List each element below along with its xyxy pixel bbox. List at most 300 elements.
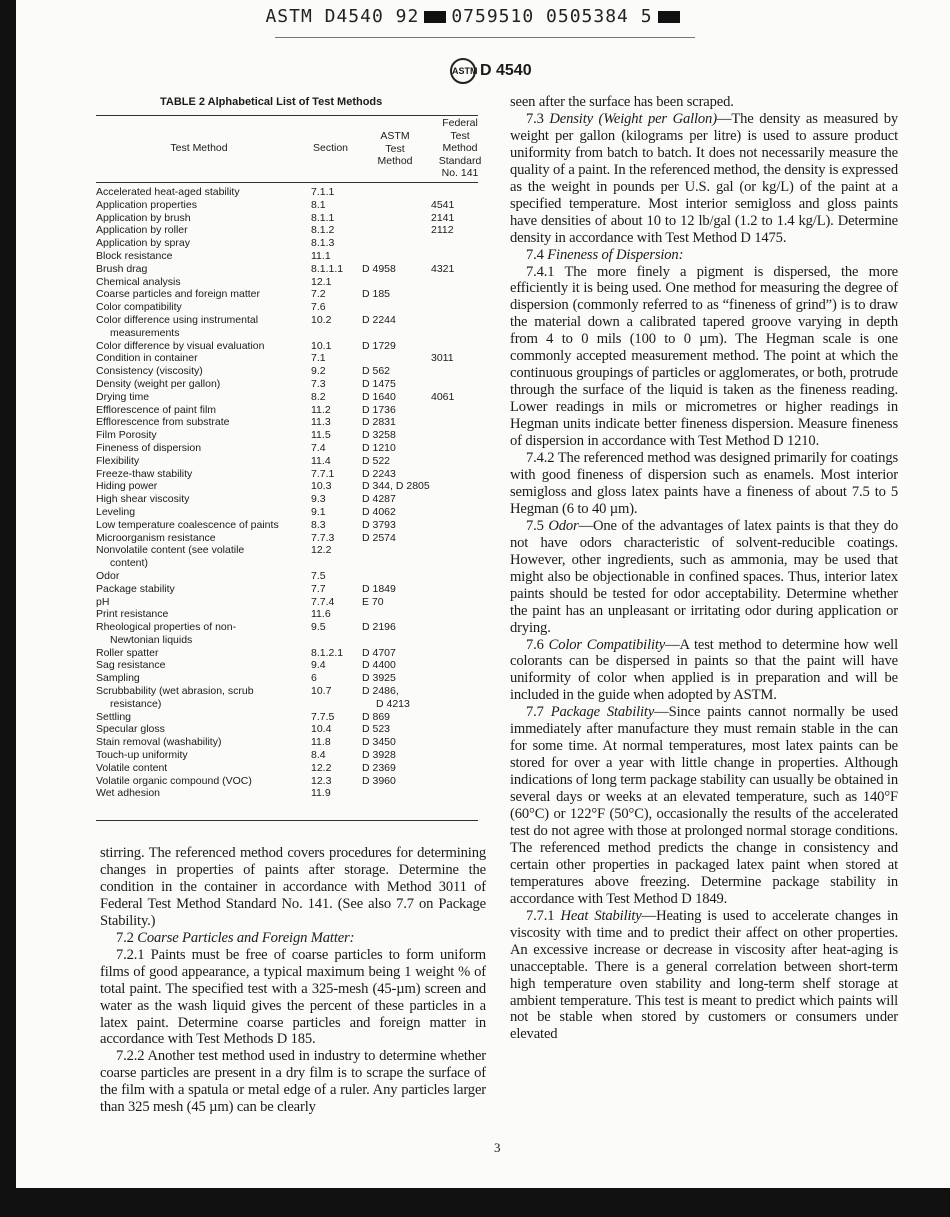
astm-method-cell <box>359 468 431 481</box>
table-row <box>96 659 478 672</box>
table-row <box>96 723 478 736</box>
table-row <box>96 621 478 647</box>
federal-method-cell <box>431 647 478 660</box>
table-row <box>96 250 478 263</box>
paragraph-text: —A test method to determine how well colorants can be dispersed in paints so that the paint will have uniformity of color when applied is in preparation and will be included in the guide when adopted by ASTM. <box>510 636 898 704</box>
section-number: 7.2 <box>116 929 134 946</box>
test-method-name: Color compatibility <box>96 301 182 314</box>
federal-method-cell <box>431 442 478 455</box>
federal-method-cell <box>431 250 478 263</box>
astm-method-value: D 2196 <box>362 621 396 634</box>
table-row <box>96 672 478 685</box>
astm-method-value: D 523 <box>362 723 391 736</box>
federal-method-cell <box>431 480 478 493</box>
federal-method-cell <box>431 544 478 570</box>
test-method-cell <box>96 186 302 199</box>
table-row <box>96 378 478 391</box>
astm-method-cell <box>359 314 431 340</box>
scan-edge-left <box>0 0 16 1217</box>
test-method-name-cont: resistance) <box>110 697 162 710</box>
body-paragraph <box>100 930 486 947</box>
astm-method-value: D 1849 <box>362 582 396 595</box>
table-row <box>96 263 478 276</box>
astm-method-cell <box>359 212 431 225</box>
section-cell: 9.4 <box>311 659 326 672</box>
header-section: Section <box>312 142 349 154</box>
astm-method-value: D 3450 <box>362 736 396 749</box>
astm-method-value: D 2486, <box>362 685 399 698</box>
astm-method-value: D 4400 <box>362 659 396 672</box>
section-cell: 7.1 <box>311 352 326 365</box>
federal-method-cell <box>431 519 478 532</box>
astm-method-cell <box>359 404 431 417</box>
header-test-method: Test Method <box>170 142 228 154</box>
test-method-cell <box>96 365 302 378</box>
astm-method-cell <box>359 301 431 314</box>
section-cell: 8.1.3 <box>311 237 335 250</box>
test-method-name: Coarse particles and foreign matter <box>96 288 260 301</box>
test-method-cell <box>96 621 302 647</box>
section-number: 7.7.1 <box>526 907 555 924</box>
test-method-cell <box>96 762 302 775</box>
section-cell: 10.2 <box>311 313 332 326</box>
section-number: 7.7 <box>526 704 544 721</box>
test-method-cell <box>96 787 302 800</box>
table-row <box>96 224 478 237</box>
astm-method-value: D 344, D 2805 <box>362 480 430 493</box>
table-row <box>96 787 478 800</box>
section-cell: 11.6 <box>311 608 331 621</box>
test-method-name: Touch-up uniformity <box>96 749 188 762</box>
astm-method-value: D 3258 <box>362 429 396 442</box>
test-method-name: Rheological properties of non- <box>96 621 237 634</box>
test-method-name-cont: measurements <box>110 326 180 339</box>
body-paragraph <box>100 845 486 930</box>
federal-method-cell <box>431 455 478 468</box>
test-method-name: Efflorescence of paint film <box>96 403 217 416</box>
test-method-cell <box>96 455 302 468</box>
table-row <box>96 583 478 596</box>
astm-method-cell <box>359 647 431 660</box>
section-cell: 10.7 <box>311 685 332 698</box>
test-method-name: Freeze-thaw stability <box>96 467 193 480</box>
table-row <box>96 340 478 353</box>
body-paragraph <box>510 637 898 705</box>
section-cell: 11.8 <box>311 736 331 749</box>
section-cell: 6 <box>311 672 317 685</box>
body-paragraph <box>510 111 898 247</box>
section-cell: 8.1 <box>311 198 326 211</box>
test-method-cell <box>96 583 302 596</box>
test-method-name: Sampling <box>96 672 140 685</box>
test-method-cell <box>96 775 302 788</box>
table-row <box>96 685 478 711</box>
table-row <box>96 288 478 301</box>
section-cell: 8.1.1 <box>311 211 335 224</box>
test-method-name: Microorganism resistance <box>96 531 216 544</box>
test-method-name: pH <box>96 595 110 608</box>
section-cell: 7.2 <box>311 288 326 301</box>
astm-method-cell <box>359 659 431 672</box>
section-cell: 12.1 <box>311 275 332 288</box>
table-row <box>96 468 478 481</box>
section-cell: 7.3 <box>311 377 326 390</box>
federal-method-cell <box>431 237 478 250</box>
scan-header-code: 0759510 0505384 5 <box>451 6 653 27</box>
test-method-name: Color difference using instrumental <box>96 313 259 326</box>
section-cell: 10.4 <box>311 723 332 736</box>
paragraph-text: 7.4.2 The referenced method was designed primarily for coatings with good fineness of dispersion such as enamels. Most interior semigloss and gloss latex paints have a fineness of about 7.5 to 5 Hegman (6 to 40 µm). <box>510 450 898 517</box>
test-method-cell <box>96 416 302 429</box>
astm-method-cell <box>359 736 431 749</box>
astm-method-cell <box>359 352 431 365</box>
test-method-name: Volatile content <box>96 761 168 774</box>
astm-method-value: D 2369 <box>362 761 396 774</box>
test-method-cell <box>96 532 302 545</box>
test-method-name: Settling <box>96 710 132 723</box>
scan-header-text: ASTM D4540 92 <box>265 6 420 27</box>
test-method-cell <box>96 404 302 417</box>
astm-method-cell <box>359 532 431 545</box>
section-cell: 11.4 <box>311 454 331 467</box>
test-method-name-cont: content) <box>110 557 148 570</box>
body-paragraph <box>510 518 898 637</box>
section-cell: 7.4 <box>311 441 326 454</box>
scan-mark-block <box>424 11 446 23</box>
section-cell: 11.1 <box>311 249 331 262</box>
test-method-name: Stain removal (washability) <box>96 736 222 749</box>
federal-method-cell <box>431 468 478 481</box>
section-cell: 9.2 <box>311 365 326 378</box>
test-method-name: Sag resistance <box>96 659 166 672</box>
test-method-name: Odor <box>96 569 120 582</box>
test-method-name: Scrubbability (wet abrasion, scrub <box>96 685 254 698</box>
astm-method-cell <box>359 391 431 404</box>
astm-method-cell <box>359 237 431 250</box>
table-row <box>96 455 478 468</box>
table-row <box>96 749 478 762</box>
federal-method-cell <box>431 583 478 596</box>
test-method-name: Drying time <box>96 390 150 403</box>
test-method-cell <box>96 493 302 506</box>
paragraph-text: 7.4.1 The more finely a pigment is dispersed, the more efficiently it is being used. One method for measuring the degree of dispersion (commonly referred to as “fineness of grind”) is to draw the material down a calibrated tapered groove varying in depth from 4 to 0 mils (100 to 0 µm). The Hegman scale is one commonly accepted measurement method. The point at which the continuous groupings of particles or agglomerates, or both, protrude through the surface of the liquid is taken as the fineness reading. Lower readings in mils or micrometres or higher readings in Hegman units indicate better fineness dispersion. Measure fineness of dispersion in accordance with Test Method D 1210. <box>510 263 898 450</box>
test-method-name: Volatile organic compound (VOC) <box>96 774 252 787</box>
test-method-name: Hiding power <box>96 480 158 493</box>
section-title: Heat Stability <box>560 907 642 924</box>
astm-method-value: D 3793 <box>362 518 396 531</box>
federal-method-cell <box>431 493 478 506</box>
astm-method-cell <box>359 608 431 621</box>
paragraph-text: stirring. The referenced method covers procedures for determining changes in properties of paints after storage. Determine the condition in the container in accordance with Method 3011 of Federal Test Method Standard No. 141. (See also 7.7 on Package Stability.) <box>100 845 486 929</box>
test-method-cell <box>96 301 302 314</box>
section-cell: 7.6 <box>311 301 326 314</box>
table-row <box>96 442 478 455</box>
astm-method-cell <box>359 199 431 212</box>
astm-method-cell <box>359 442 431 455</box>
test-method-name: Fineness of dispersion <box>96 441 202 454</box>
astm-method-cell <box>359 621 431 647</box>
section-title: Fineness of Dispersion: <box>547 246 684 263</box>
astm-method-value: D 869 <box>362 710 391 723</box>
test-method-name: Application by roller <box>96 224 188 237</box>
astm-method-value: D 522 <box>362 454 391 467</box>
federal-method-cell <box>431 711 478 724</box>
table-top-rule <box>96 115 478 116</box>
astm-method-cell <box>359 288 431 301</box>
astm-method-cell <box>359 749 431 762</box>
test-method-cell <box>96 723 302 736</box>
test-method-cell <box>96 544 302 570</box>
astm-method-cell <box>359 544 431 570</box>
table-row <box>96 596 478 609</box>
table-row <box>96 570 478 583</box>
federal-method-cell <box>431 570 478 583</box>
federal-method-cell <box>431 762 478 775</box>
section-cell: 12.2 <box>311 761 332 774</box>
federal-method-cell <box>431 276 478 289</box>
astm-method-value: D 1736 <box>362 403 396 416</box>
body-paragraph <box>510 704 898 907</box>
table-row <box>96 237 478 250</box>
federal-method-cell <box>431 532 478 545</box>
table-row <box>96 480 478 493</box>
test-method-cell <box>96 442 302 455</box>
test-method-cell <box>96 199 302 212</box>
test-method-cell <box>96 506 302 519</box>
section-cell: 7.1.1 <box>311 186 335 198</box>
scan-header <box>0 6 950 27</box>
federal-method-cell <box>431 429 478 442</box>
astm-method-cell <box>359 596 431 609</box>
test-method-name: Wet adhesion <box>96 787 161 800</box>
section-cell: 11.2 <box>311 403 331 416</box>
test-method-name: Flexibility <box>96 454 140 467</box>
federal-method-cell: 3011 <box>431 352 454 365</box>
astm-method-cell <box>359 263 431 276</box>
federal-method-cell <box>431 749 478 762</box>
table-row <box>96 736 478 749</box>
test-method-name: Color difference by visual evaluation <box>96 339 265 352</box>
table-row <box>96 544 478 570</box>
astm-method-cell <box>359 711 431 724</box>
test-method-cell <box>96 685 302 711</box>
test-method-name: Specular gloss <box>96 723 165 736</box>
astm-method-cell <box>359 775 431 788</box>
test-method-name: Application by brush <box>96 211 191 224</box>
section-cell: 8.4 <box>311 749 326 762</box>
header-rule <box>275 37 695 38</box>
test-method-cell <box>96 468 302 481</box>
right-column-text <box>510 94 898 1043</box>
federal-method-cell <box>431 314 478 340</box>
table-row <box>96 762 478 775</box>
paragraph-text: —Heating is used to accelerate changes in viscosity with time and to predict their affect on other properties. An excessive increase or decrease in viscosity after heat-aging is unacceptable. There is a general correlation between short-term high temperature oven stability and long-term shelf storage at ambient temperature. This test is meant to predict which paints will not be stable when stored by customers or consumers under elevated <box>510 907 899 1043</box>
table-row <box>96 416 478 429</box>
paragraph-text: 7.2.1 Paints must be free of coarse particles to form uniform films of good appearance, a typical maximum being 1 weight % of total paint. The specified test with a 325-mesh (45-µm) screen and water as the wash liquid gives the percent of these particles in a latex paint. Determine coarse particles and foreign matter in accordance with Test Methods D 185. <box>100 946 486 1048</box>
scan-mark-block <box>658 11 680 23</box>
section-cell: 11.5 <box>311 429 331 442</box>
body-paragraph <box>510 450 898 518</box>
test-method-cell <box>96 391 302 404</box>
federal-method-cell <box>431 340 478 353</box>
table-row <box>96 429 478 442</box>
body-paragraph <box>510 908 898 1044</box>
test-method-cell <box>96 647 302 660</box>
federal-method-cell <box>431 301 478 314</box>
table-row <box>96 314 478 340</box>
astm-method-value: D 1729 <box>362 339 396 352</box>
federal-method-cell: 4321 <box>431 262 455 275</box>
test-method-name: High shear viscosity <box>96 493 190 506</box>
section-number: 7.6 <box>526 636 544 653</box>
test-method-cell <box>96 378 302 391</box>
test-method-cell <box>96 736 302 749</box>
paragraph-text: —One of the advantages of latex paints is that they do not have odors characteristic of solvent-reducible coatings. However, other ingredients, such as ammonia, may be used that might also be objectionable in confined spaces. Thus, interior latex paints should be tested for odor acceptability. Determine whether the paint has an unpleasant or irritating odor during application or drying. <box>510 517 898 636</box>
federal-method-cell <box>431 506 478 519</box>
section-title: Package Stability <box>550 704 655 721</box>
section-cell: 12.3 <box>311 774 332 787</box>
table-row <box>96 352 478 365</box>
astm-method-cell <box>359 787 431 800</box>
astm-method-cell <box>359 276 431 289</box>
test-method-name: Application properties <box>96 198 197 211</box>
body-paragraph <box>100 1048 486 1116</box>
test-method-name: Nonvolatile content (see volatile <box>96 544 245 557</box>
federal-method-cell: 2141 <box>431 211 455 224</box>
document-designation: D 4540 <box>480 62 532 80</box>
federal-method-cell: 2112 <box>431 224 454 237</box>
astm-method-value: D 2243 <box>362 467 396 480</box>
federal-method-cell <box>431 288 478 301</box>
astm-method-value: D 3928 <box>362 749 396 762</box>
test-method-cell <box>96 224 302 237</box>
test-method-cell <box>96 711 302 724</box>
astm-method-cell <box>359 429 431 442</box>
astm-method-cell <box>359 365 431 378</box>
astm-method-value: D 4287 <box>362 493 396 506</box>
test-methods-table <box>96 186 478 800</box>
federal-method-cell: 4061 <box>431 390 455 403</box>
test-method-name: Efflorescence from substrate <box>96 416 230 429</box>
test-method-name-cont: Newtonian liquids <box>110 633 193 646</box>
table-row <box>96 608 478 621</box>
astm-method-cell <box>359 762 431 775</box>
section-cell: 7.7.5 <box>311 710 335 723</box>
astm-method-value: D 3925 <box>362 672 396 685</box>
test-method-name: Condition in container <box>96 352 198 365</box>
test-method-cell <box>96 672 302 685</box>
section-cell: 9.3 <box>311 493 326 506</box>
document-title <box>450 58 532 84</box>
page-number: 3 <box>494 1140 501 1155</box>
federal-method-cell <box>431 685 478 711</box>
table-row <box>96 404 478 417</box>
test-method-cell <box>96 749 302 762</box>
astm-method-value: D 2831 <box>362 416 396 429</box>
astm-method-value: D 1210 <box>362 441 396 454</box>
federal-method-cell <box>431 621 478 647</box>
federal-method-cell <box>431 596 478 609</box>
federal-method-cell <box>431 672 478 685</box>
section-cell: 7.7.1 <box>311 467 335 480</box>
astm-method-value: D 1475 <box>362 377 396 390</box>
astm-method-cell <box>359 250 431 263</box>
paragraph-text: 7.2.2 Another test method used in industry to determine whether coarse particles are present in a dry film is to scrape the surface of the film with a spatula or metal edge of a ruler. Any particles larger than 325 mesh (45 µm) can be clearly <box>100 1048 486 1116</box>
federal-method-cell <box>431 775 478 788</box>
astm-method-cell <box>359 416 431 429</box>
section-title: Density (Weight per Gallon) <box>549 110 717 127</box>
section-cell: 9.5 <box>311 621 326 634</box>
section-cell: 8.1.1.1 <box>311 262 344 275</box>
table-row <box>96 506 478 519</box>
astm-method-value: D 4958 <box>362 262 396 275</box>
test-method-cell <box>96 608 302 621</box>
test-method-name: Film Porosity <box>96 429 157 442</box>
test-method-cell <box>96 429 302 442</box>
body-paragraph <box>510 264 898 450</box>
table-row <box>96 532 478 545</box>
test-method-cell <box>96 570 302 583</box>
astm-method-cell <box>359 378 431 391</box>
section-cell: 12.2 <box>311 544 332 557</box>
table-row <box>96 711 478 724</box>
astm-method-cell <box>359 506 431 519</box>
paragraph-text: seen after the surface has been scraped. <box>510 94 734 110</box>
federal-method-cell: 4541 <box>431 198 455 211</box>
astm-method-cell <box>359 455 431 468</box>
astm-method-cell <box>359 519 431 532</box>
test-method-name: Roller spatter <box>96 646 159 659</box>
test-method-name: Brush drag <box>96 262 148 275</box>
section-title: Coarse Particles and Foreign Matter: <box>137 929 355 946</box>
astm-method-cell <box>359 583 431 596</box>
astm-method-value: D 185 <box>362 288 391 301</box>
astm-method-value: D 2244 <box>362 313 396 326</box>
test-method-name: Block resistance <box>96 249 173 262</box>
test-method-name: Package stability <box>96 582 175 595</box>
table-row <box>96 212 478 225</box>
body-paragraph <box>100 947 486 1049</box>
section-title: Odor <box>548 517 579 534</box>
table-row <box>96 276 478 289</box>
section-number: 7.3 <box>526 110 544 127</box>
table-row <box>96 301 478 314</box>
section-number: 7.4 <box>526 246 544 263</box>
test-method-cell <box>96 659 302 672</box>
federal-method-cell <box>431 365 478 378</box>
federal-method-cell <box>431 416 478 429</box>
table-row <box>96 391 478 404</box>
astm-method-value: D 3960 <box>362 774 396 787</box>
test-method-cell <box>96 596 302 609</box>
section-cell: 10.3 <box>311 480 332 493</box>
test-method-name: Consistency (viscosity) <box>96 365 203 378</box>
section-cell: 11.3 <box>311 416 331 429</box>
section-cell: 11.9 <box>311 787 331 800</box>
test-method-name: Print resistance <box>96 608 169 621</box>
federal-method-cell <box>431 787 478 800</box>
test-method-cell <box>96 352 302 365</box>
astm-method-value: D 562 <box>362 365 391 378</box>
table-row <box>96 365 478 378</box>
astm-method-value: D 4062 <box>362 505 396 518</box>
section-number: 7.5 <box>526 517 544 534</box>
section-title: Color Compatibility <box>548 636 666 653</box>
astm-logo-icon: ASTM <box>450 58 476 84</box>
section-cell: 10.1 <box>311 339 332 352</box>
table-row <box>96 493 478 506</box>
astm-method-value: E 70 <box>362 595 384 608</box>
